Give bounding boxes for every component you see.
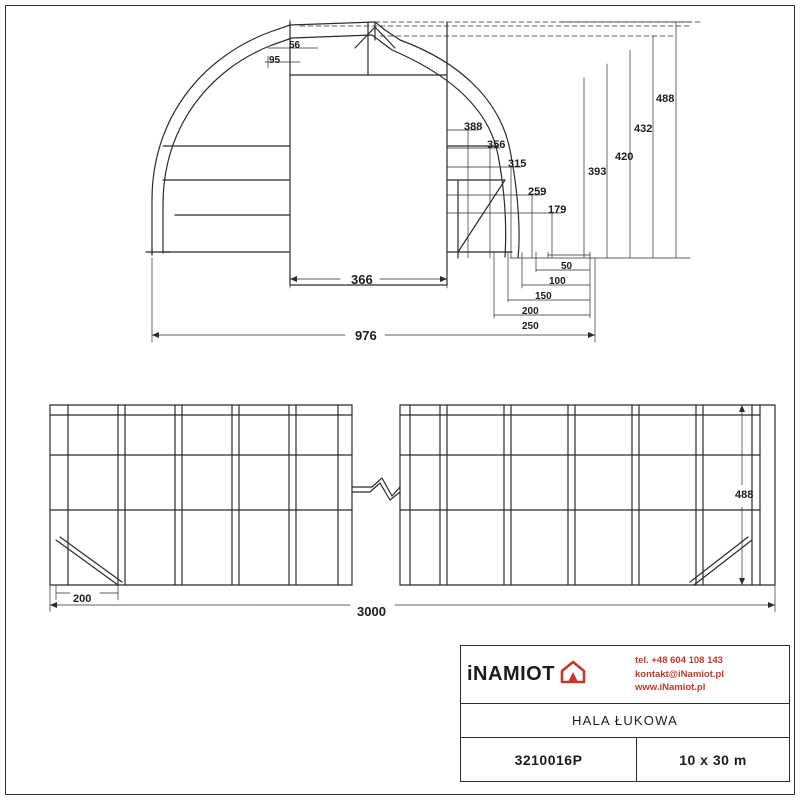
title-block-brand-row [461, 646, 789, 704]
drawing-code: 3210016P [461, 738, 637, 781]
dim-356: 356 [487, 139, 506, 151]
dim-150: 150 [535, 291, 552, 302]
dim-488-front: 488 [656, 93, 675, 105]
right-diagonal-brace [458, 180, 505, 252]
drawing-size: 10 x 30 m [679, 751, 747, 768]
dim-315: 315 [508, 158, 527, 170]
dim-95: 95 [269, 55, 281, 66]
contact-email: kontakt@iNamiot.pl [635, 668, 724, 680]
dim-200-front: 200 [522, 306, 539, 317]
left-horizontal-rails [163, 146, 290, 252]
contact-website: www.iNamiot.pl [635, 682, 706, 694]
brand-lockup [467, 660, 635, 689]
dim-259: 259 [528, 186, 547, 198]
dim-3000: 3000 [357, 604, 386, 619]
side-vertical-posts [68, 405, 752, 585]
dim-488-side: 488 [735, 489, 754, 501]
dim-366: 366 [351, 272, 373, 287]
title-block [460, 645, 790, 782]
front-dimension-lines [152, 20, 690, 342]
brand-name: iNAMIOT [467, 663, 555, 685]
dim-393: 393 [588, 166, 607, 178]
tent-house-logo-icon [560, 660, 586, 689]
dim-976: 976 [355, 328, 377, 343]
dim-50: 50 [561, 261, 573, 272]
dim-250: 250 [522, 321, 539, 332]
break-symbol [352, 478, 400, 500]
side-arrowheads [50, 405, 775, 608]
dim-420: 420 [615, 151, 634, 163]
dim-56: 56 [289, 40, 301, 51]
dim-100: 100 [549, 276, 566, 287]
drawing-title: HALA ŁUKOWA [461, 704, 789, 738]
center-door-frame [290, 22, 447, 285]
right-bay-rails [447, 146, 512, 258]
front-reference-lines [300, 22, 700, 36]
side-diagonal-braces [56, 537, 752, 585]
arch-outer-profile [152, 22, 519, 258]
contact-info [635, 654, 724, 695]
dim-179: 179 [548, 204, 567, 216]
side-dimension-lines [50, 405, 775, 612]
contact-phone: tel. +48 604 108 143 [635, 654, 723, 666]
dim-388: 388 [464, 121, 483, 133]
side-horizontal-rails [50, 415, 760, 510]
title-block-code-row [461, 738, 789, 781]
side-elevation-frame [50, 405, 775, 585]
dim-432: 432 [634, 123, 653, 135]
dim-200-side: 200 [73, 593, 92, 605]
